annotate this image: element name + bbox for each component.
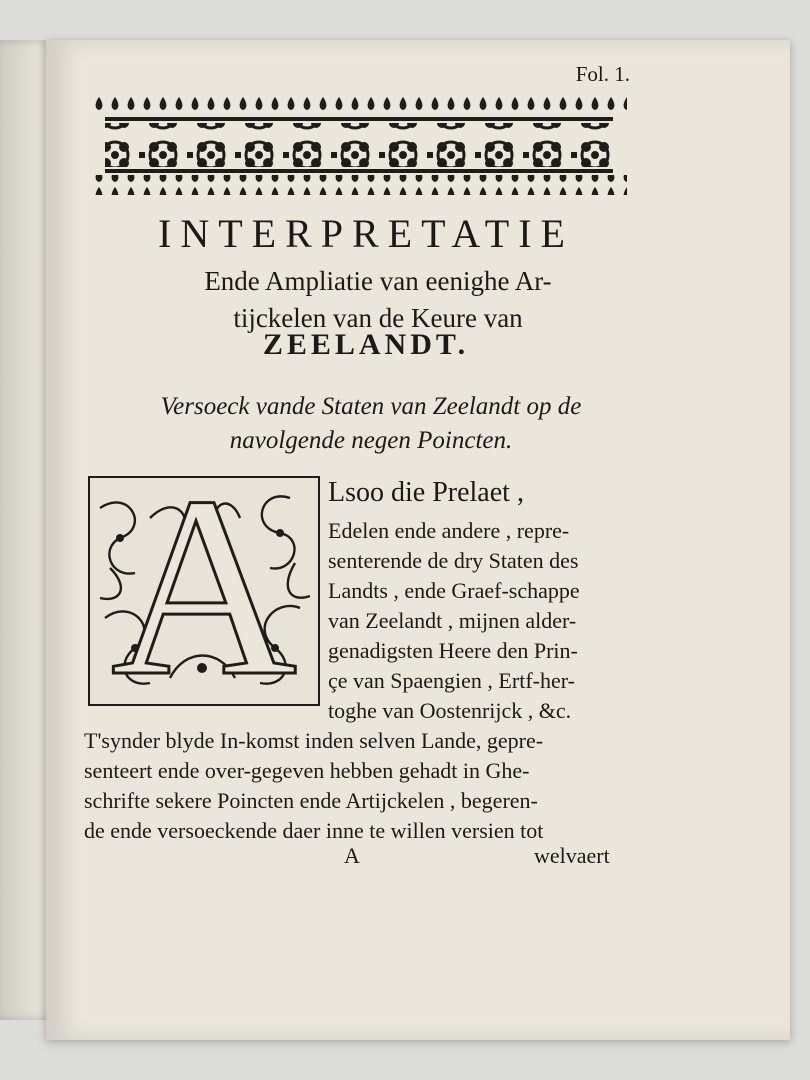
section-heading: Versoeck vande Staten van Zeelandt op de navolgende negen Poincten. — [160, 393, 582, 454]
body-line-8: toghe van Oostenrijck , &c. — [328, 698, 572, 723]
document-title: INTERPRETATIE — [158, 211, 574, 256]
book-page — [46, 40, 790, 1040]
body-line-11: schrifte sekere Poincten ende Artijckelen , begeren- — [84, 788, 538, 813]
body-line-12: de ende versoeckende daer inne te willen versien tot — [84, 818, 544, 843]
signature-mark: A — [344, 843, 360, 868]
body-line-3: senterende de dry Staten des — [328, 548, 579, 573]
body-line-10: senteert ende over-gegeven hebben gehadt in Ghe- — [84, 758, 530, 783]
body-line-2: Edelen ende andere , repre- — [328, 518, 570, 543]
document-subtitle: Ende Ampliatie van eenighe Ar- tijckelen van de Keure van — [204, 266, 552, 333]
body-line-1: Lsoo die Prelaet , — [328, 477, 524, 508]
body-line-9: T'synder blyde In-komst inden selven Lande, gepre- — [84, 728, 544, 753]
body-line-4: Landts , ende Graef-schappe — [328, 578, 580, 603]
folio-number: Fol. 1. — [575, 62, 630, 86]
body-line-5: van Zeelandt , mijnen alder- — [328, 608, 577, 633]
ornamental-headpiece — [91, 95, 627, 195]
catchword: welvaert — [534, 843, 610, 868]
decorated-initial — [88, 476, 320, 706]
body-line-6: genadigsten Heere den Prin- — [328, 638, 578, 663]
body-line-7: çe van Spaengien , Ertf-her- — [328, 668, 575, 693]
place-name: ZEELANDT. — [262, 328, 470, 361]
initial-letter: A — [110, 476, 298, 706]
